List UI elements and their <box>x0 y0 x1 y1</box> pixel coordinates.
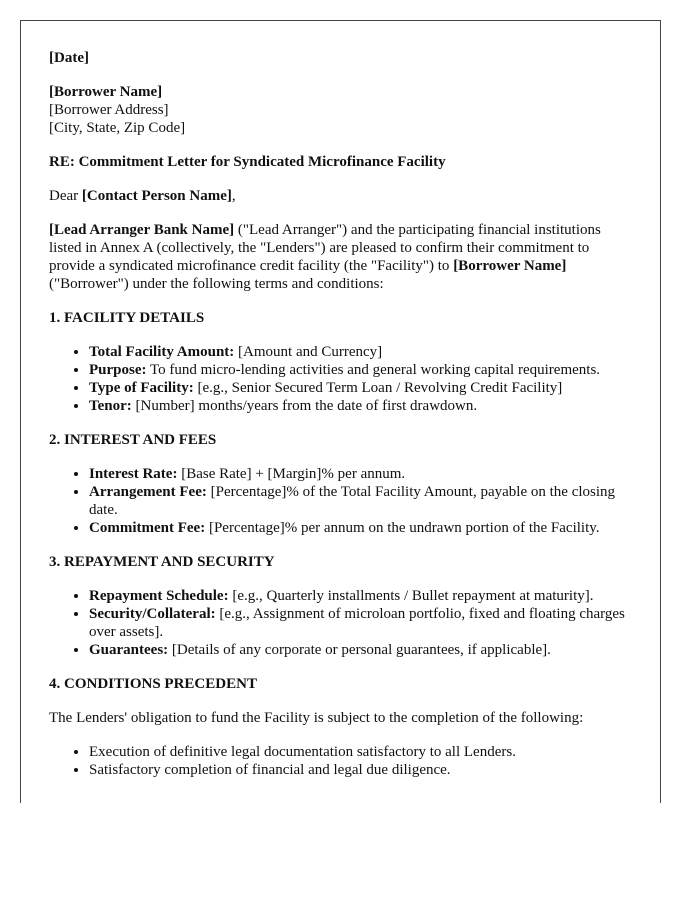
section-heading: 2. INTEREST AND FEES <box>49 432 217 448</box>
section-heading: 3. REPAYMENT AND SECURITY <box>49 554 275 570</box>
intro-borrower: [Borrower Name] <box>453 258 567 274</box>
section-list <box>49 343 632 415</box>
section-list <box>49 465 632 537</box>
list-item <box>89 465 632 483</box>
item-text: [Percentage]% of the Total Facility Amount, payable on the closing date. <box>89 484 616 518</box>
item-text: To fund micro-lending activities and general working capital requirements. <box>146 362 601 378</box>
item-label: Total Facility Amount: <box>89 344 235 360</box>
list-item <box>89 587 632 605</box>
list-item <box>89 519 632 537</box>
item-text: [e.g., Senior Secured Term Loan / Revolving Credit Facility] <box>193 380 563 396</box>
salutation <box>49 187 632 205</box>
conditions-list <box>49 743 632 779</box>
item-text: [Number] months/years from the date of first drawdown. <box>131 398 478 414</box>
list-item <box>89 483 632 519</box>
date: [Date] <box>49 50 89 66</box>
item-label: Security/Collateral: <box>89 606 216 622</box>
list-item <box>89 605 632 641</box>
intro-text: ("Lead Arranger") and the participating financial institutions listed in Annex A (collectively, the "Lenders") are pleased to confirm their commitment to provide a syndicated microfinance credit facility (the "Facility") to <box>49 222 601 274</box>
item-text: [Base Rate] + [Margin]% per annum. <box>177 466 406 482</box>
list-item <box>89 397 632 415</box>
item-label: Purpose: <box>89 362 147 378</box>
salutation-suffix: , <box>231 188 236 204</box>
item-text: [Amount and Currency] <box>234 344 383 360</box>
commitment-letter <box>20 20 661 803</box>
salutation-prefix: Dear <box>49 188 82 204</box>
section-list <box>49 587 632 659</box>
borrower-city: [City, State, Zip Code] <box>49 120 186 136</box>
list-item: • Execution of definitive legal documentation satisfactory to all Lenders. <box>89 743 632 761</box>
item-text: [e.g., Assignment of microloan portfolio, fixed and floating charges over assets]. <box>89 606 625 640</box>
lead-arranger: [Lead Arranger Bank Name] <box>49 222 235 238</box>
borrower-name: [Borrower Name] <box>49 84 163 100</box>
item-text: [Details of any corporate or personal guarantees, if applicable]. <box>168 642 551 658</box>
item-label: Type of Facility: <box>89 380 194 396</box>
section-heading: 4. CONDITIONS PRECEDENT <box>49 676 257 692</box>
list-item <box>89 361 632 379</box>
item-label: Tenor: <box>89 398 132 414</box>
conditions-intro: The Lenders' obligation to fund the Facility is subject to the completion of the following: <box>49 710 584 726</box>
borrower-address: [Borrower Address] <box>49 102 169 118</box>
item-label: Arrangement Fee: <box>89 484 207 500</box>
item-text: [Percentage]% per annum on the undrawn portion of the Facility. <box>205 520 600 536</box>
item-text: [e.g., Quarterly installments / Bullet repayment at maturity]. <box>228 588 594 604</box>
item-label: Commitment Fee: <box>89 520 206 536</box>
list-item: • Satisfactory completion of financial and legal due diligence. <box>89 761 632 779</box>
contact-name: [Contact Person Name] <box>81 188 232 204</box>
item-label: Guarantees: <box>89 642 169 658</box>
intro-paragraph <box>49 221 632 293</box>
item-label: Interest Rate: <box>89 466 178 482</box>
list-item <box>89 379 632 397</box>
item-label: Repayment Schedule: <box>89 588 229 604</box>
section-heading: 1. FACILITY DETAILS <box>49 310 205 326</box>
subject-line: RE: Commitment Letter for Syndicated Microfinance Facility <box>49 154 446 170</box>
list-item <box>89 343 632 361</box>
list-item <box>89 641 632 659</box>
borrower-address-block <box>49 83 632 137</box>
intro-text-end: ("Borrower") under the following terms and conditions: <box>49 276 384 292</box>
